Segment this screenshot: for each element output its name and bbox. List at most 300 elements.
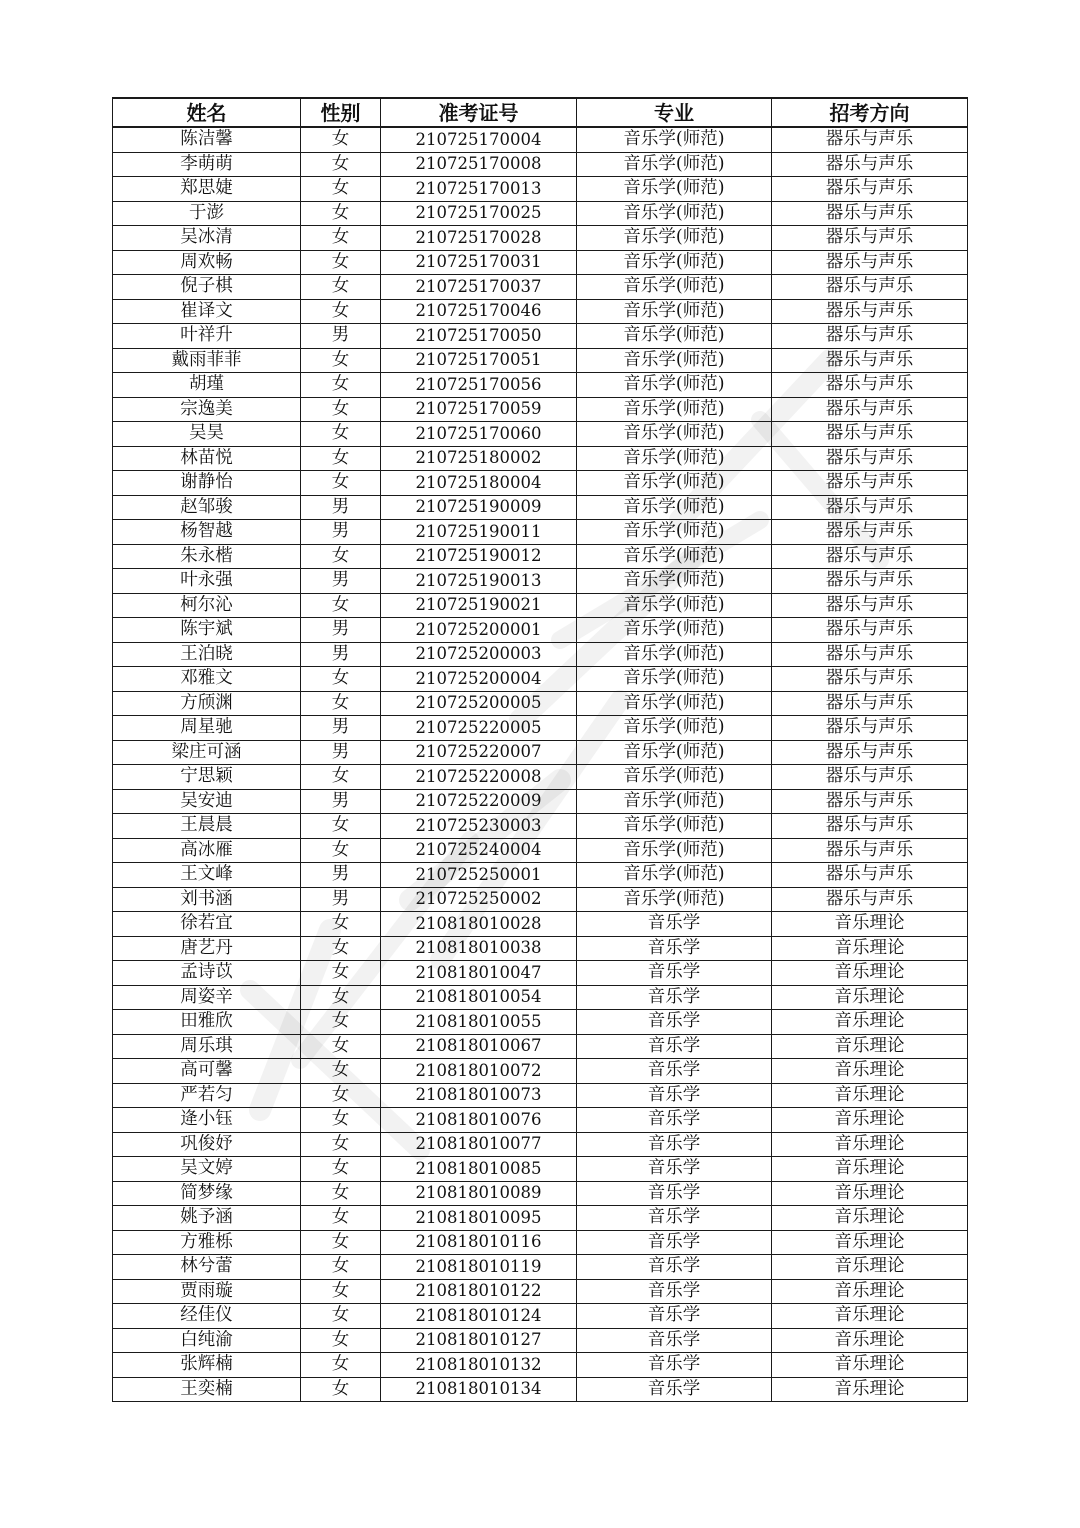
admission-table: [112, 97, 968, 1402]
cell-gender: 女: [301, 1377, 381, 1402]
cell-direction: 音乐理论: [772, 1255, 968, 1280]
cell-major: 音乐学: [577, 1255, 772, 1280]
cell-name: 田雅欣: [113, 1010, 301, 1035]
cell-major: 音乐学(师范): [577, 471, 772, 496]
table-row: [113, 569, 968, 594]
table-row: [113, 691, 968, 716]
table-row: [113, 1230, 968, 1255]
cell-exam-number: 210818010124: [381, 1304, 577, 1329]
cell-major: 音乐学: [577, 1304, 772, 1329]
table-row: [113, 422, 968, 447]
cell-exam-number: 210725220005: [381, 716, 577, 741]
cell-major: 音乐学(师范): [577, 544, 772, 569]
cell-name: 陈洁馨: [113, 127, 301, 152]
header-exam-number: 准考证号: [381, 98, 577, 127]
table-row: [113, 985, 968, 1010]
cell-name: 柯尔沁: [113, 593, 301, 618]
cell-name: 王文峰: [113, 863, 301, 888]
cell-major: 音乐学(师范): [577, 691, 772, 716]
table-row: [113, 936, 968, 961]
cell-direction: 器乐与声乐: [772, 495, 968, 520]
cell-major: 音乐学: [577, 985, 772, 1010]
cell-gender: 男: [301, 618, 381, 643]
cell-gender: 女: [301, 471, 381, 496]
cell-major: 音乐学: [577, 1034, 772, 1059]
cell-direction: 音乐理论: [772, 912, 968, 937]
cell-name: 王奕楠: [113, 1377, 301, 1402]
cell-exam-number: 210818010076: [381, 1108, 577, 1133]
cell-name: 于澎: [113, 201, 301, 226]
cell-exam-number: 210725170037: [381, 275, 577, 300]
cell-name: 刘书涵: [113, 887, 301, 912]
results-sheet: [112, 97, 967, 1402]
cell-major: 音乐学: [577, 1083, 772, 1108]
cell-name: 吴安迪: [113, 789, 301, 814]
cell-name: 高冰雁: [113, 838, 301, 863]
table-row: [113, 544, 968, 569]
table-row: [113, 1157, 968, 1182]
cell-direction: 音乐理论: [772, 1181, 968, 1206]
table-row: [113, 250, 968, 275]
header-direction: 招考方向: [772, 98, 968, 127]
cell-name: 方颀渊: [113, 691, 301, 716]
cell-gender: 女: [301, 765, 381, 790]
cell-exam-number: 210818010134: [381, 1377, 577, 1402]
table-header: [113, 98, 968, 127]
cell-major: 音乐学(师范): [577, 348, 772, 373]
cell-direction: 器乐与声乐: [772, 716, 968, 741]
cell-exam-number: 210725170051: [381, 348, 577, 373]
cell-exam-number: 210725170013: [381, 177, 577, 202]
cell-direction: 音乐理论: [772, 1279, 968, 1304]
cell-name: 经佳仪: [113, 1304, 301, 1329]
cell-name: 简梦缘: [113, 1181, 301, 1206]
table-row: [113, 1059, 968, 1084]
cell-direction: 音乐理论: [772, 1108, 968, 1133]
cell-exam-number: 210725250001: [381, 863, 577, 888]
cell-direction: 器乐与声乐: [772, 324, 968, 349]
cell-gender: 男: [301, 520, 381, 545]
cell-exam-number: 210725170008: [381, 152, 577, 177]
table-row: [113, 177, 968, 202]
cell-gender: 女: [301, 201, 381, 226]
cell-direction: 器乐与声乐: [772, 789, 968, 814]
table-row: [113, 1206, 968, 1231]
cell-major: 音乐学(师范): [577, 789, 772, 814]
cell-name: 周欢畅: [113, 250, 301, 275]
cell-exam-number: 210725170031: [381, 250, 577, 275]
cell-gender: 女: [301, 544, 381, 569]
cell-direction: 器乐与声乐: [772, 275, 968, 300]
table-row: [113, 152, 968, 177]
table-row: [113, 1083, 968, 1108]
cell-name: 周乐琪: [113, 1034, 301, 1059]
cell-major: 音乐学(师范): [577, 446, 772, 471]
table-row: [113, 1328, 968, 1353]
cell-exam-number: 210818010072: [381, 1059, 577, 1084]
table-row: [113, 1034, 968, 1059]
table-row: [113, 814, 968, 839]
cell-direction: 器乐与声乐: [772, 201, 968, 226]
cell-gender: 女: [301, 226, 381, 251]
cell-exam-number: 210725180004: [381, 471, 577, 496]
cell-exam-number: 210818010073: [381, 1083, 577, 1108]
cell-direction: 器乐与声乐: [772, 422, 968, 447]
cell-gender: 女: [301, 127, 381, 152]
table-row: [113, 740, 968, 765]
table-row: [113, 593, 968, 618]
table-row: [113, 1108, 968, 1133]
table-row: [113, 1132, 968, 1157]
cell-exam-number: 210818010028: [381, 912, 577, 937]
cell-name: 徐若宜: [113, 912, 301, 937]
cell-name: 戴雨菲菲: [113, 348, 301, 373]
cell-major: 音乐学: [577, 1108, 772, 1133]
cell-major: 音乐学: [577, 1206, 772, 1231]
cell-gender: 女: [301, 912, 381, 937]
cell-exam-number: 210818010055: [381, 1010, 577, 1035]
cell-name: 周姿辛: [113, 985, 301, 1010]
cell-name: 逄小钰: [113, 1108, 301, 1133]
cell-major: 音乐学: [577, 961, 772, 986]
cell-direction: 器乐与声乐: [772, 691, 968, 716]
cell-exam-number: 210725200004: [381, 667, 577, 692]
table-row: [113, 863, 968, 888]
cell-major: 音乐学(师范): [577, 593, 772, 618]
cell-gender: 男: [301, 324, 381, 349]
cell-name: 王泊晓: [113, 642, 301, 667]
cell-direction: 音乐理论: [772, 1010, 968, 1035]
cell-direction: 音乐理论: [772, 1132, 968, 1157]
table-row: [113, 1377, 968, 1402]
table-row: [113, 961, 968, 986]
cell-exam-number: 210818010132: [381, 1353, 577, 1378]
cell-name: 叶祥升: [113, 324, 301, 349]
cell-major: 音乐学(师范): [577, 397, 772, 422]
cell-major: 音乐学: [577, 1132, 772, 1157]
cell-gender: 女: [301, 1059, 381, 1084]
table-row: [113, 765, 968, 790]
cell-gender: 女: [301, 250, 381, 275]
cell-major: 音乐学(师范): [577, 299, 772, 324]
cell-name: 林兮蕾: [113, 1255, 301, 1280]
table-row: [113, 716, 968, 741]
table-row: [113, 373, 968, 398]
table-row: [113, 912, 968, 937]
cell-gender: 女: [301, 1108, 381, 1133]
cell-gender: 女: [301, 1255, 381, 1280]
cell-exam-number: 210725200003: [381, 642, 577, 667]
table-row: [113, 397, 968, 422]
cell-name: 吴文婷: [113, 1157, 301, 1182]
cell-gender: 男: [301, 642, 381, 667]
cell-direction: 音乐理论: [772, 936, 968, 961]
cell-exam-number: 210725170059: [381, 397, 577, 422]
cell-exam-number: 210818010054: [381, 985, 577, 1010]
cell-major: 音乐学: [577, 1230, 772, 1255]
table-row: [113, 1304, 968, 1329]
cell-major: 音乐学(师范): [577, 814, 772, 839]
cell-name: 宁思颖: [113, 765, 301, 790]
cell-major: 音乐学: [577, 1328, 772, 1353]
cell-exam-number: 210725180002: [381, 446, 577, 471]
cell-gender: 女: [301, 299, 381, 324]
cell-gender: 女: [301, 1010, 381, 1035]
cell-gender: 女: [301, 691, 381, 716]
header-name: 姓名: [113, 98, 301, 127]
cell-direction: 音乐理论: [772, 961, 968, 986]
cell-gender: 女: [301, 446, 381, 471]
table-row: [113, 1255, 968, 1280]
cell-gender: 女: [301, 152, 381, 177]
cell-major: 音乐学(师范): [577, 765, 772, 790]
cell-name: 姚予涵: [113, 1206, 301, 1231]
cell-major: 音乐学(师范): [577, 373, 772, 398]
table-row: [113, 520, 968, 545]
table-row: [113, 348, 968, 373]
cell-exam-number: 210818010077: [381, 1132, 577, 1157]
cell-gender: 女: [301, 1206, 381, 1231]
cell-gender: 女: [301, 275, 381, 300]
cell-gender: 女: [301, 1083, 381, 1108]
cell-gender: 女: [301, 1304, 381, 1329]
cell-major: 音乐学(师范): [577, 667, 772, 692]
cell-name: 谢静怡: [113, 471, 301, 496]
cell-direction: 音乐理论: [772, 1353, 968, 1378]
cell-name: 孟诗苡: [113, 961, 301, 986]
cell-major: 音乐学(师范): [577, 887, 772, 912]
cell-major: 音乐学(师范): [577, 152, 772, 177]
cell-gender: 女: [301, 936, 381, 961]
cell-name: 林苗悦: [113, 446, 301, 471]
cell-exam-number: 210818010116: [381, 1230, 577, 1255]
cell-gender: 女: [301, 348, 381, 373]
cell-exam-number: 210725190021: [381, 593, 577, 618]
cell-gender: 女: [301, 1328, 381, 1353]
cell-direction: 器乐与声乐: [772, 593, 968, 618]
cell-exam-number: 210725200001: [381, 618, 577, 643]
cell-major: 音乐学(师范): [577, 520, 772, 545]
cell-direction: 音乐理论: [772, 1059, 968, 1084]
cell-exam-number: 210818010119: [381, 1255, 577, 1280]
cell-exam-number: 210725170056: [381, 373, 577, 398]
cell-gender: 女: [301, 1132, 381, 1157]
cell-direction: 器乐与声乐: [772, 373, 968, 398]
cell-name: 叶永强: [113, 569, 301, 594]
cell-gender: 男: [301, 789, 381, 814]
table-row: [113, 1353, 968, 1378]
cell-gender: 女: [301, 838, 381, 863]
cell-direction: 音乐理论: [772, 985, 968, 1010]
cell-name: 邓雅文: [113, 667, 301, 692]
cell-direction: 音乐理论: [772, 1230, 968, 1255]
cell-exam-number: 210725170046: [381, 299, 577, 324]
table-row: [113, 618, 968, 643]
cell-gender: 男: [301, 569, 381, 594]
cell-major: 音乐学: [577, 1010, 772, 1035]
cell-gender: 女: [301, 814, 381, 839]
header-gender: 性别: [301, 98, 381, 127]
cell-direction: 器乐与声乐: [772, 740, 968, 765]
cell-major: 音乐学(师范): [577, 275, 772, 300]
cell-direction: 器乐与声乐: [772, 544, 968, 569]
cell-direction: 器乐与声乐: [772, 887, 968, 912]
cell-direction: 音乐理论: [772, 1083, 968, 1108]
table-row: [113, 275, 968, 300]
cell-direction: 音乐理论: [772, 1328, 968, 1353]
table-row: [113, 495, 968, 520]
cell-exam-number: 210725190013: [381, 569, 577, 594]
cell-direction: 器乐与声乐: [772, 446, 968, 471]
cell-gender: 女: [301, 373, 381, 398]
table-row: [113, 642, 968, 667]
cell-direction: 器乐与声乐: [772, 152, 968, 177]
table-row: [113, 1279, 968, 1304]
cell-exam-number: 210725190011: [381, 520, 577, 545]
cell-major: 音乐学: [577, 1059, 772, 1084]
header-major: 专业: [577, 98, 772, 127]
table-row: [113, 789, 968, 814]
cell-gender: 女: [301, 985, 381, 1010]
cell-name: 高可馨: [113, 1059, 301, 1084]
cell-exam-number: 210725220008: [381, 765, 577, 790]
cell-major: 音乐学(师范): [577, 422, 772, 447]
table-row: [113, 226, 968, 251]
cell-name: 张辉楠: [113, 1353, 301, 1378]
cell-gender: 女: [301, 1353, 381, 1378]
cell-major: 音乐学(师范): [577, 740, 772, 765]
cell-exam-number: 210725230003: [381, 814, 577, 839]
cell-direction: 音乐理论: [772, 1034, 968, 1059]
cell-name: 周星驰: [113, 716, 301, 741]
cell-exam-number: 210725240004: [381, 838, 577, 863]
cell-name: 胡瑾: [113, 373, 301, 398]
cell-exam-number: 210818010122: [381, 1279, 577, 1304]
cell-direction: 音乐理论: [772, 1157, 968, 1182]
table-row: [113, 1181, 968, 1206]
cell-direction: 器乐与声乐: [772, 397, 968, 422]
cell-direction: 器乐与声乐: [772, 127, 968, 152]
cell-name: 巩俊妤: [113, 1132, 301, 1157]
cell-name: 梁庄可涵: [113, 740, 301, 765]
cell-direction: 器乐与声乐: [772, 838, 968, 863]
cell-name: 吴冰清: [113, 226, 301, 251]
cell-major: 音乐学(师范): [577, 863, 772, 888]
cell-direction: 器乐与声乐: [772, 765, 968, 790]
cell-major: 音乐学: [577, 1353, 772, 1378]
cell-gender: 女: [301, 422, 381, 447]
cell-direction: 器乐与声乐: [772, 471, 968, 496]
table-row: [113, 887, 968, 912]
table-row: [113, 1010, 968, 1035]
cell-name: 严若匀: [113, 1083, 301, 1108]
cell-major: 音乐学: [577, 1377, 772, 1402]
cell-name: 宗逸美: [113, 397, 301, 422]
cell-name: 王晨晨: [113, 814, 301, 839]
cell-direction: 器乐与声乐: [772, 348, 968, 373]
cell-exam-number: 210818010127: [381, 1328, 577, 1353]
cell-major: 音乐学(师范): [577, 250, 772, 275]
cell-exam-number: 210725220009: [381, 789, 577, 814]
cell-gender: 男: [301, 740, 381, 765]
table-row: [113, 127, 968, 152]
cell-name: 贾雨璇: [113, 1279, 301, 1304]
cell-gender: 男: [301, 716, 381, 741]
header-row: [113, 98, 968, 127]
cell-major: 音乐学: [577, 912, 772, 937]
cell-major: 音乐学: [577, 936, 772, 961]
cell-gender: 女: [301, 593, 381, 618]
table-row: [113, 446, 968, 471]
cell-major: 音乐学(师范): [577, 127, 772, 152]
cell-name: 李萌萌: [113, 152, 301, 177]
cell-major: 音乐学: [577, 1279, 772, 1304]
cell-gender: 女: [301, 177, 381, 202]
cell-gender: 男: [301, 495, 381, 520]
cell-major: 音乐学(师范): [577, 642, 772, 667]
cell-direction: 器乐与声乐: [772, 667, 968, 692]
table-row: [113, 667, 968, 692]
cell-major: 音乐学(师范): [577, 569, 772, 594]
cell-direction: 器乐与声乐: [772, 814, 968, 839]
cell-gender: 男: [301, 887, 381, 912]
cell-major: 音乐学(师范): [577, 324, 772, 349]
cell-gender: 女: [301, 1034, 381, 1059]
table-row: [113, 471, 968, 496]
cell-exam-number: 210725170060: [381, 422, 577, 447]
cell-exam-number: 210725170028: [381, 226, 577, 251]
table-row: [113, 201, 968, 226]
cell-exam-number: 210725220007: [381, 740, 577, 765]
cell-gender: 女: [301, 397, 381, 422]
cell-major: 音乐学(师范): [577, 495, 772, 520]
cell-gender: 女: [301, 1181, 381, 1206]
cell-gender: 女: [301, 961, 381, 986]
cell-exam-number: 210725170004: [381, 127, 577, 152]
cell-exam-number: 210725190009: [381, 495, 577, 520]
cell-exam-number: 210818010095: [381, 1206, 577, 1231]
cell-name: 崔译文: [113, 299, 301, 324]
cell-gender: 男: [301, 863, 381, 888]
table-row: [113, 838, 968, 863]
cell-name: 白纯渝: [113, 1328, 301, 1353]
cell-major: 音乐学(师范): [577, 716, 772, 741]
cell-major: 音乐学(师范): [577, 201, 772, 226]
cell-exam-number: 210818010067: [381, 1034, 577, 1059]
cell-name: 郑思婕: [113, 177, 301, 202]
cell-name: 朱永楷: [113, 544, 301, 569]
cell-direction: 音乐理论: [772, 1377, 968, 1402]
table-row: [113, 324, 968, 349]
cell-exam-number: 210818010089: [381, 1181, 577, 1206]
cell-name: 赵邹骏: [113, 495, 301, 520]
cell-direction: 器乐与声乐: [772, 250, 968, 275]
cell-exam-number: 210818010047: [381, 961, 577, 986]
cell-exam-number: 210725170025: [381, 201, 577, 226]
cell-direction: 器乐与声乐: [772, 299, 968, 324]
cell-direction: 器乐与声乐: [772, 618, 968, 643]
cell-direction: 器乐与声乐: [772, 177, 968, 202]
cell-major: 音乐学: [577, 1181, 772, 1206]
cell-major: 音乐学(师范): [577, 226, 772, 251]
cell-exam-number: 210818010085: [381, 1157, 577, 1182]
cell-direction: 器乐与声乐: [772, 642, 968, 667]
cell-major: 音乐学: [577, 1157, 772, 1182]
table-row: [113, 299, 968, 324]
cell-direction: 音乐理论: [772, 1206, 968, 1231]
cell-direction: 器乐与声乐: [772, 226, 968, 251]
cell-gender: 女: [301, 1157, 381, 1182]
